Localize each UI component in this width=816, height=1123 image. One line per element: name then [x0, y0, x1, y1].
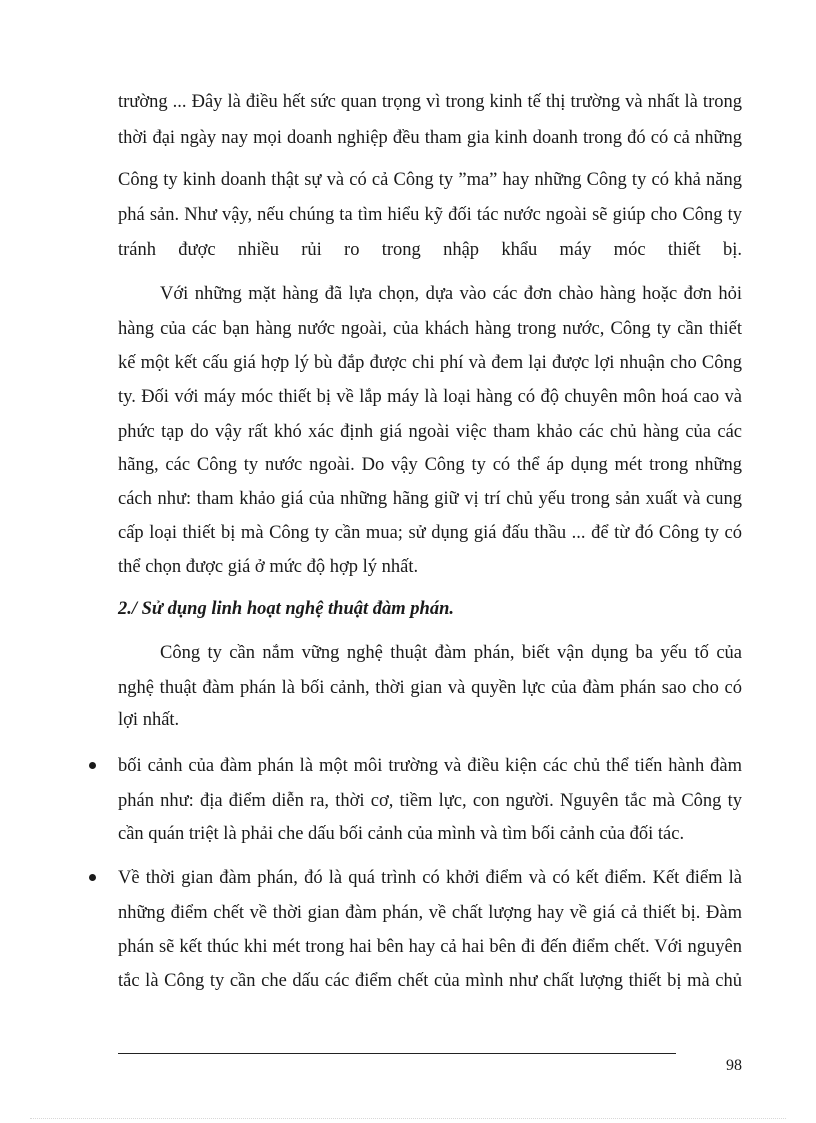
text-line: thể chọn được giá ở mức độ hợp lý nhất. [118, 557, 419, 577]
bullet-icon [89, 874, 96, 881]
text-line: hàng của các bạn hàng nước ngoài, của khách hàng trong nước, Công ty cần thiết [118, 319, 742, 339]
text-line: Với những mặt hàng đã lựa chọn, dựa vào các đơn chào hàng hoặc đơn hỏi [160, 284, 742, 304]
text-line: ty. Đối với máy móc thiết bị về lắp máy là loại hàng có độ chuyên môn hoá cao và [118, 387, 742, 407]
text-line: thời đại ngày nay mọi doanh nghiệp đều tham gia kinh doanh trong đó có cả những [118, 128, 742, 148]
text-line: tắc là Công ty cần che dấu các điểm chết của mình như chất lượng thiết bị mà chủ [118, 971, 742, 991]
text-line: phá sản. Như vậy, nếu chúng ta tìm hiểu kỹ đối tác nước ngoài sẽ giúp cho Công ty [118, 205, 742, 225]
text-line: hãng, các Công ty nước ngoài. Do vậy Công ty có thể áp dụng mét trong những [118, 455, 742, 475]
section-heading: 2./ Sử dụng linh hoạt nghệ thuật đàm phán. [118, 599, 454, 619]
text-line: kế một kết cấu giá hợp lý bù đắp được chi phí và đem lại được lợi nhuận cho Công [118, 353, 742, 373]
text-line: phán sẽ kết thúc khi mét trong hai bên hay cả hai bên đi đến điểm chết. Với nguyên [118, 937, 742, 957]
text-line: bối cảnh của đàm phán là một môi trường và điều kiện các chủ thể tiến hành đàm [118, 756, 742, 776]
footer-divider [118, 1053, 676, 1054]
text-line: lợi nhất. [118, 710, 180, 730]
page-bottom-border [30, 1118, 786, 1119]
text-line: trường ... Đây là điều hết sức quan trọng vì trong kinh tế thị trường và nhất là trong [118, 92, 742, 112]
text-line: tránh được nhiều rủi ro trong nhập khẩu máy móc thiết bị. [118, 240, 742, 260]
text-line: phức tạp do vậy rất khó xác định giá ngoài việc tham khảo các chủ hàng của các [118, 422, 742, 442]
page-number: 98 [726, 1057, 742, 1074]
bullet-icon [89, 762, 96, 769]
text-line: Công ty cần nắm vững nghệ thuật đàm phán, biết vận dụng ba yếu tố của [160, 643, 742, 663]
text-line: cần quán triệt là phải che dấu bối cảnh của mình và tìm bối cảnh của đối tác. [118, 824, 685, 844]
text-line: những điểm chết về thời gian đàm phán, về chất lượng hay về giá cả thiết bị. Đàm [118, 903, 742, 923]
text-line: Về thời gian đàm phán, đó là quá trình có khởi điểm và có kết điểm. Kết điểm là [118, 868, 742, 888]
text-line: nghệ thuật đàm phán là bối cảnh, thời gian và quyền lực của đàm phán sao cho có [118, 678, 742, 698]
text-line: phán như: địa điểm diễn ra, thời cơ, tiềm lực, con người. Nguyên tắc mà Công ty [118, 791, 742, 811]
text-line: cấp loại thiết bị mà Công ty cần mua; sử dụng giá đấu thầu ... để từ đó Công ty có [118, 523, 742, 543]
text-line: cách như: tham khảo giá của những hãng giữ vị trí chủ yếu trong sản xuất và cung [118, 489, 742, 509]
text-line: Công ty kinh doanh thật sự và có cả Công ty ”ma” hay những Công ty có khả năng [118, 170, 742, 190]
